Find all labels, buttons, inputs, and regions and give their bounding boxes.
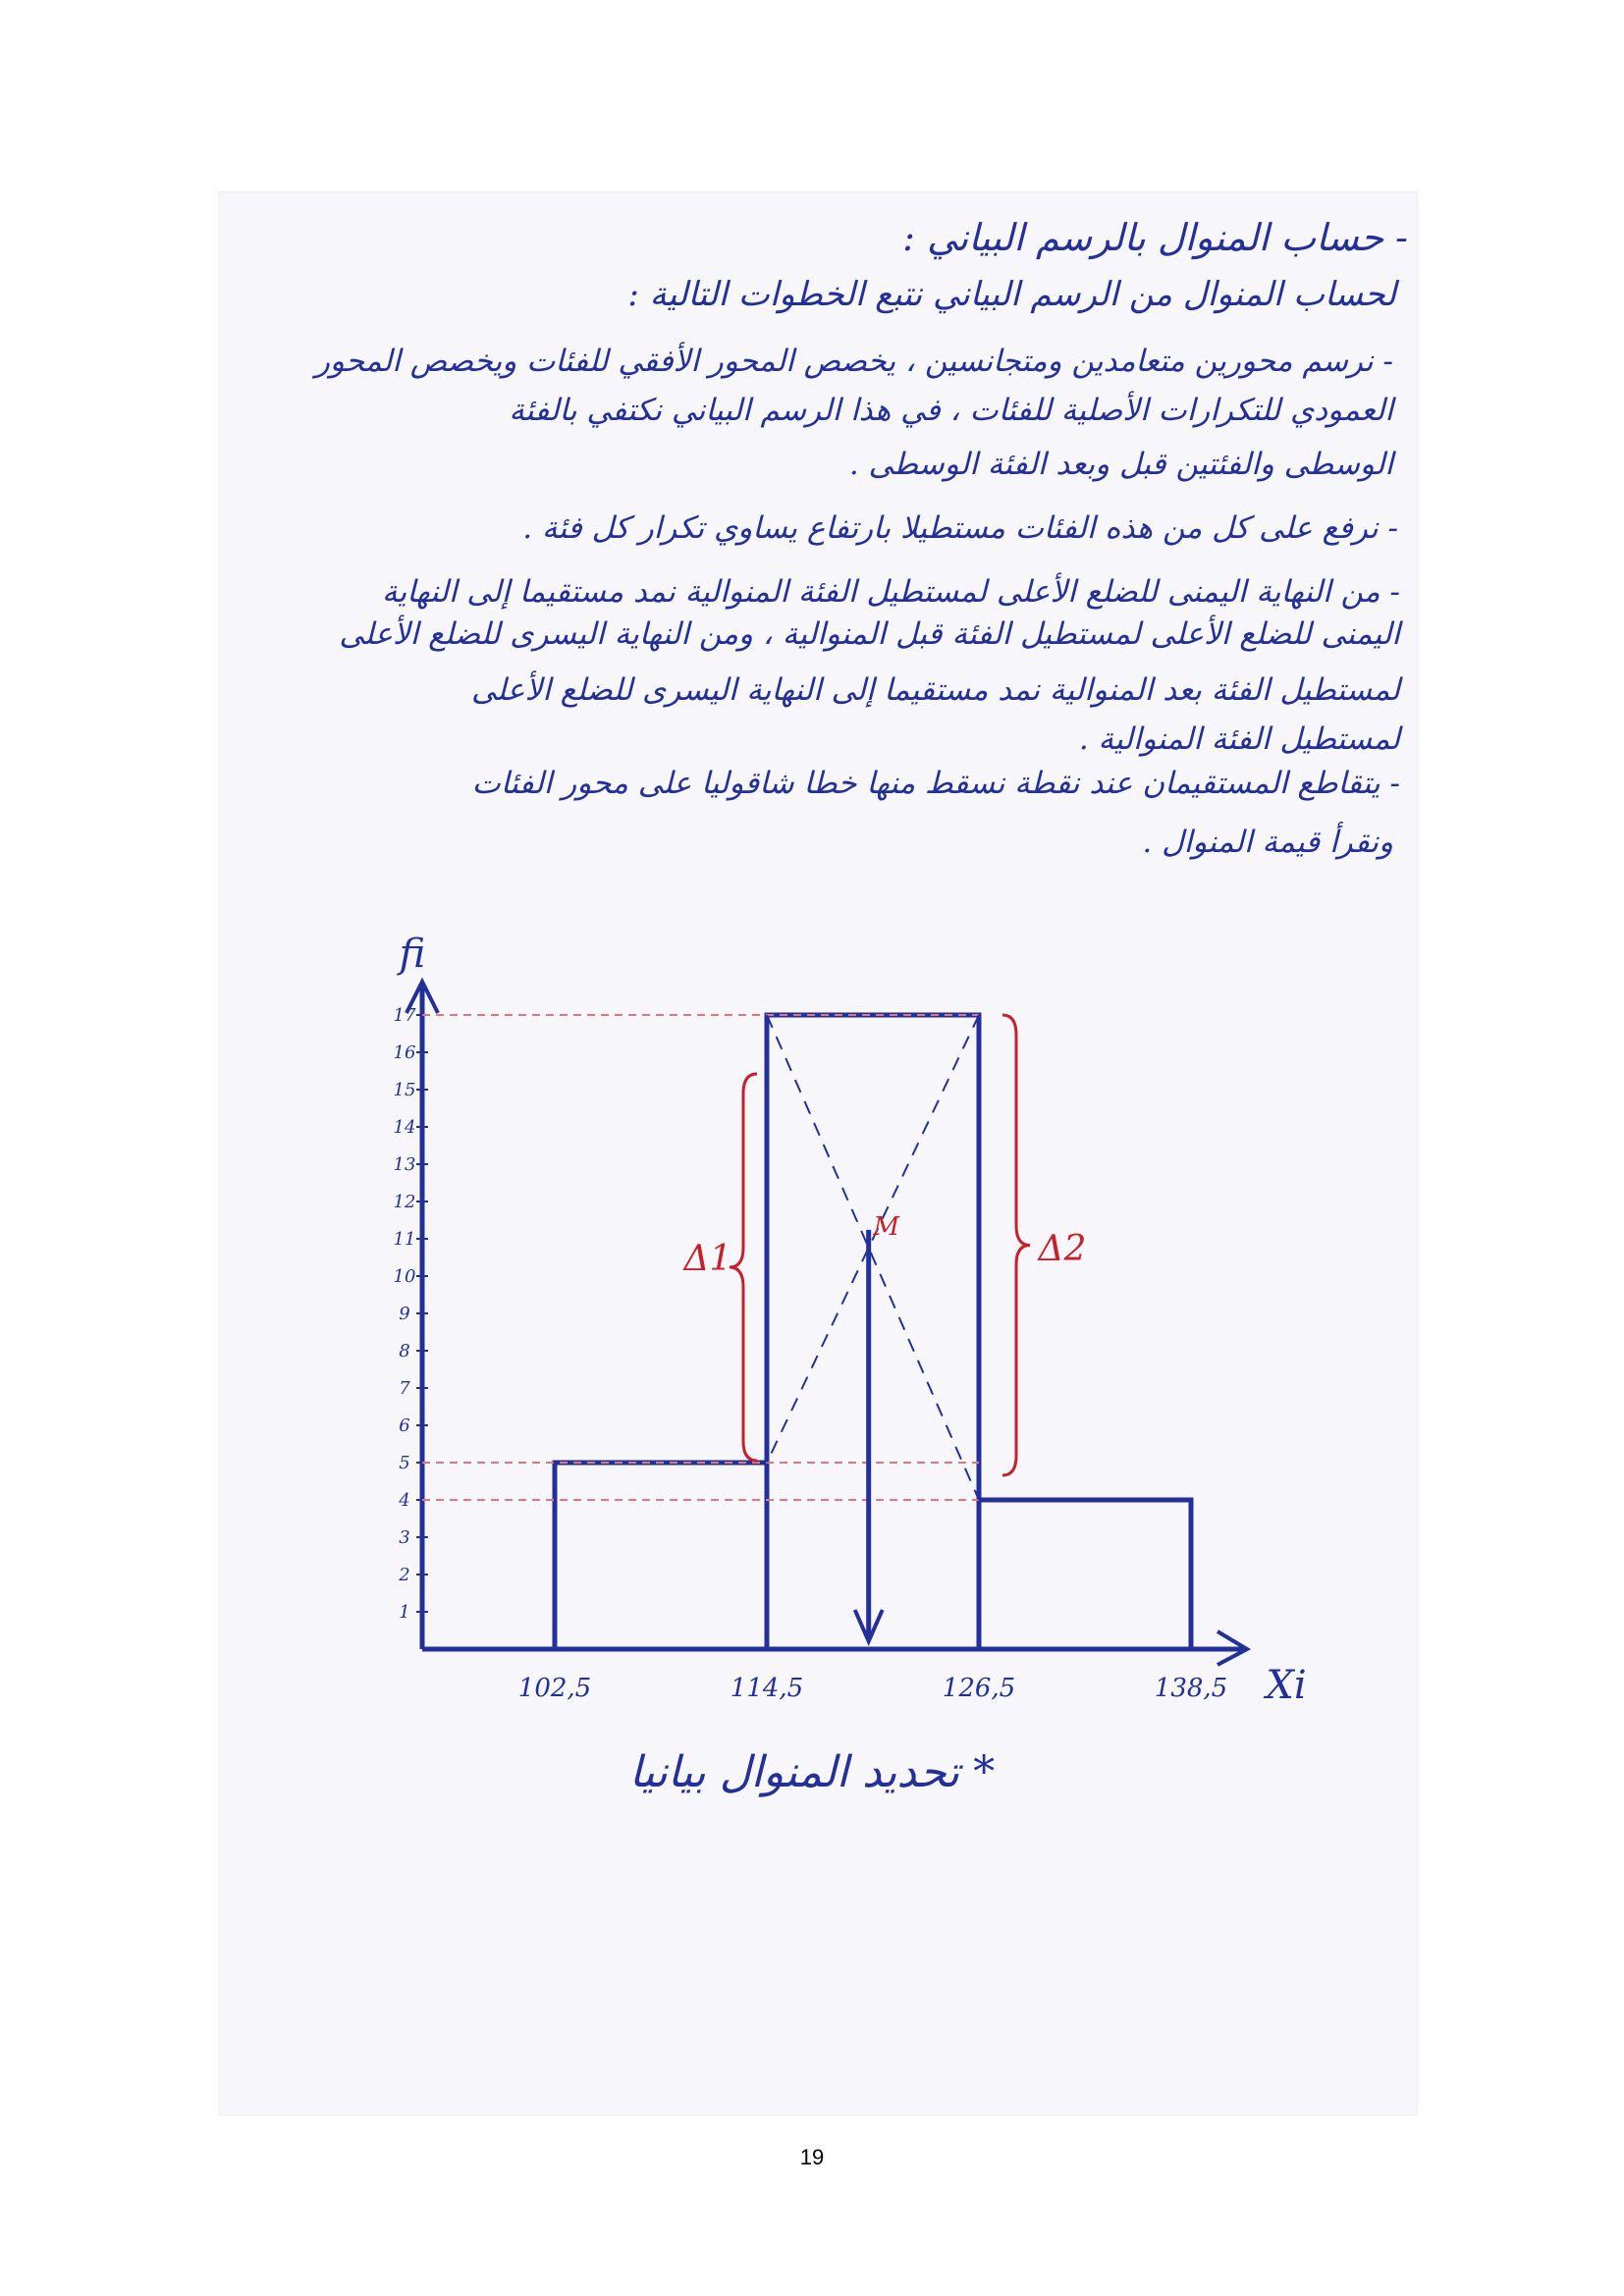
delta2-brace — [1002, 1015, 1030, 1475]
y-tick-label: 11 — [393, 1229, 416, 1250]
x-tick-label: 114,5 — [730, 1674, 804, 1703]
note-line: ونقرأ قيمة المنوال . — [1142, 825, 1393, 860]
note-line: - حساب المنوال بالرسم البياني : — [902, 216, 1408, 259]
delta1-brace — [730, 1074, 757, 1461]
y-tick-label: 7 — [399, 1378, 410, 1399]
histogram-bar — [555, 1463, 767, 1649]
y-tick-label: 6 — [399, 1415, 410, 1436]
note-line: لمستطيل الفئة المنوالية . — [1078, 721, 1400, 757]
note-line: الوسطى والفئتين قبل وبعد الفئة الوسطى . — [848, 447, 1393, 482]
note-line: - نرفع على كل من هذه الفئات مستطيلا بارتفاع يساوي تكرار كل فئة . — [522, 510, 1398, 546]
mode-point-label: M — [873, 1211, 899, 1242]
x-tick-label: 138,5 — [1154, 1674, 1228, 1703]
delta2-label: Δ2 — [1038, 1229, 1087, 1269]
page-number: 19 — [799, 2145, 825, 2169]
x-tick-label: 102,5 — [517, 1674, 592, 1703]
y-tick-label: 12 — [393, 1192, 416, 1212]
diagonal-line — [767, 1015, 979, 1500]
y-tick-label: 10 — [393, 1266, 416, 1287]
note-line: - يتقاطع المستقيمان عند نقطة نسقط منها خطا شاقوليا على محور الفئات — [471, 766, 1400, 801]
chart-caption: * تحديد المنوال بيانيا — [628, 1747, 996, 1797]
note-line: - نرسم محورين متعامدين ومتجانسين ، يخصص المحور الأفقي للفئات ويخصص المحور — [314, 344, 1393, 379]
delta1-label: Δ1 — [683, 1239, 732, 1279]
histogram-bar — [979, 1500, 1191, 1649]
y-tick-label: 16 — [393, 1042, 416, 1063]
y-tick-label: 1 — [399, 1602, 410, 1623]
y-tick-label: 17 — [393, 1005, 416, 1026]
histogram-bar — [767, 1015, 979, 1649]
note-line: - من النهاية اليمنى للضلع الأعلى لمستطيل الفئة المنوالية نمد مستقيما إلى النهاية — [382, 574, 1400, 610]
y-tick-label: 14 — [393, 1117, 416, 1138]
y-tick-label: 3 — [399, 1527, 410, 1548]
y-tick-label: 5 — [399, 1453, 410, 1473]
y-tick-label: 4 — [399, 1490, 410, 1511]
y-tick-label: 15 — [393, 1080, 416, 1100]
y-tick-label: 13 — [393, 1154, 416, 1175]
y-axis-label: fi — [399, 932, 426, 977]
y-tick-label: 9 — [399, 1304, 410, 1324]
note-line: العمودي للتكرارات الأصلية للفئات ، في هذا الرسم البياني نكتفي بالفئة — [509, 393, 1393, 428]
note-line: لحساب المنوال من الرسم البياني نتبع الخطوات التالية : — [627, 275, 1396, 314]
x-axis-label: Xi — [1266, 1663, 1307, 1708]
y-tick-label: 2 — [399, 1565, 410, 1585]
note-line: لمستطيل الفئة بعد المنوالية نمد مستقيما إلى النهاية اليسرى للضلع الأعلى — [471, 672, 1400, 708]
note-line: اليمنى للضلع الأعلى لمستطيل الفئة قبل المنوالية ، ومن النهاية اليسرى للضلع الأعلى — [339, 616, 1400, 652]
x-tick-label: 126,5 — [942, 1674, 1016, 1703]
y-tick-label: 8 — [399, 1341, 410, 1362]
